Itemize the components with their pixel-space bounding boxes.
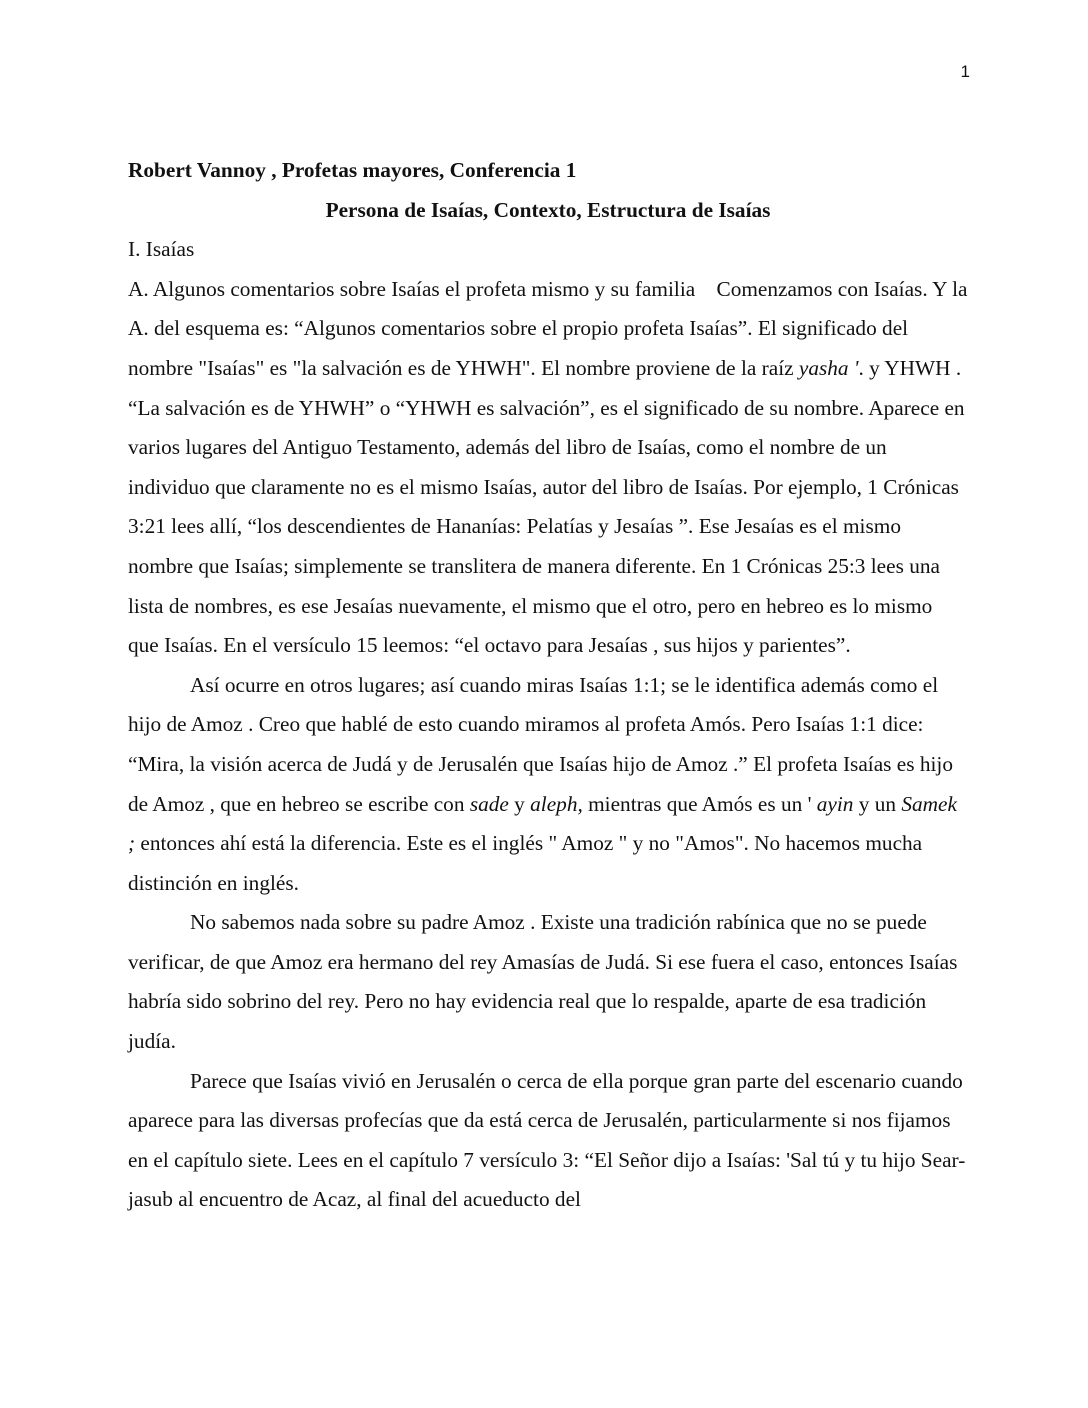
- paragraph-1: [128, 270, 968, 666]
- italic-term: yasha ': [798, 355, 859, 380]
- paragraph-text: y: [508, 791, 531, 816]
- page-number: 1: [960, 62, 970, 81]
- italic-term: Samek ;: [128, 791, 957, 856]
- document-title: Robert Vannoy , Profetas mayores, Conferencia 1: [128, 158, 577, 182]
- paragraph-text: y un: [853, 791, 902, 816]
- paragraph-text: A. Algunos comentarios sobre Isaías el profeta mismo y su familia Comenzamos con Isaías. Y la A. del esquema es: “Algunos comentarios sobre el propio profeta Isaías”. El significado del nombre "Isaías" es "la salvación es de YHWH". El nombre proviene de la raíz: [128, 276, 968, 380]
- paragraph-text: . y YHWH . “La salvación es de YHWH” o “YHWH es salvación”, es el significado de su nombre. Aparece en varios lugares del Antiguo Testamento, además del libro de Isaías, como el nombre de un individuo que claramente no es el mismo Isaías, autor del libro de Isaías. Por ejemplo, 1 Crónicas 3:21 lees allí, “los descendientes de Hananías: Pelatías y Jesaías ”. Ese Jesaías es el mismo nombre que Isaías; simplemente se translitera de manera diferente. En 1 Crónicas 25:3 lees una lista de nombres, es ese Jesaías nuevamente, el mismo que el otro, pero en hebreo es lo mismo que Isaías. En el versículo 15 leemos: “el octavo para Jesaías , sus hijos y parientes”.: [128, 355, 965, 658]
- italic-term: aleph,: [530, 791, 583, 816]
- paragraph-text: entonces ahí está la diferencia. Este es el inglés " Amoz " y no "Amos". No hacemos mucha distinción en inglés.: [128, 831, 923, 895]
- section-heading: I. Isaías: [128, 237, 195, 262]
- italic-term: sade: [469, 791, 509, 816]
- italic-term: ayin: [816, 791, 854, 816]
- paragraph-text: Así ocurre en otros lugares; así cuando miras Isaías 1:1; se le identifica además como el hijo de Amoz . Creo que hablé de esto cuando miramos al profeta Amós. Pero Isaías 1:1 dice: “Mira, la visión acerca de Judá y de Jerusalén que Isaías hijo de Amoz .” El profeta Isaías es hijo de Amoz , que en hebreo se escribe con: [128, 672, 953, 816]
- paragraph-3: No sabemos nada sobre su padre Amoz . Existe una tradición rabínica que no se puede verificar, de que Amoz era hermano del rey Amasías de Judá. Si ese fuera el caso, entonces Isaías habría sido sobrino del rey. Pero no hay evidencia real que lo respalde, aparte de esa tradición judía.: [128, 910, 958, 1054]
- document-body: [128, 151, 968, 1220]
- paragraph-text: mientras que Amós es un ': [582, 791, 817, 816]
- paragraph-4: Parece que Isaías vivió en Jerusalén o cerca de ella porque gran parte del escenario cuando aparece para las diversas profecías que da está cerca de Jerusalén, particularmente si nos fijamos en el capítulo siete. Lees en el capítulo 7 versículo 3: “El Señor dijo a Isaías: 'Sal tú y tu hijo Sear- jasub al encuentro de Acaz, al final del acueducto del: [128, 1068, 966, 1212]
- document-subtitle: Persona de Isaías, Contexto, Estructura de Isaías: [325, 197, 771, 222]
- paragraph-2: [128, 666, 968, 904]
